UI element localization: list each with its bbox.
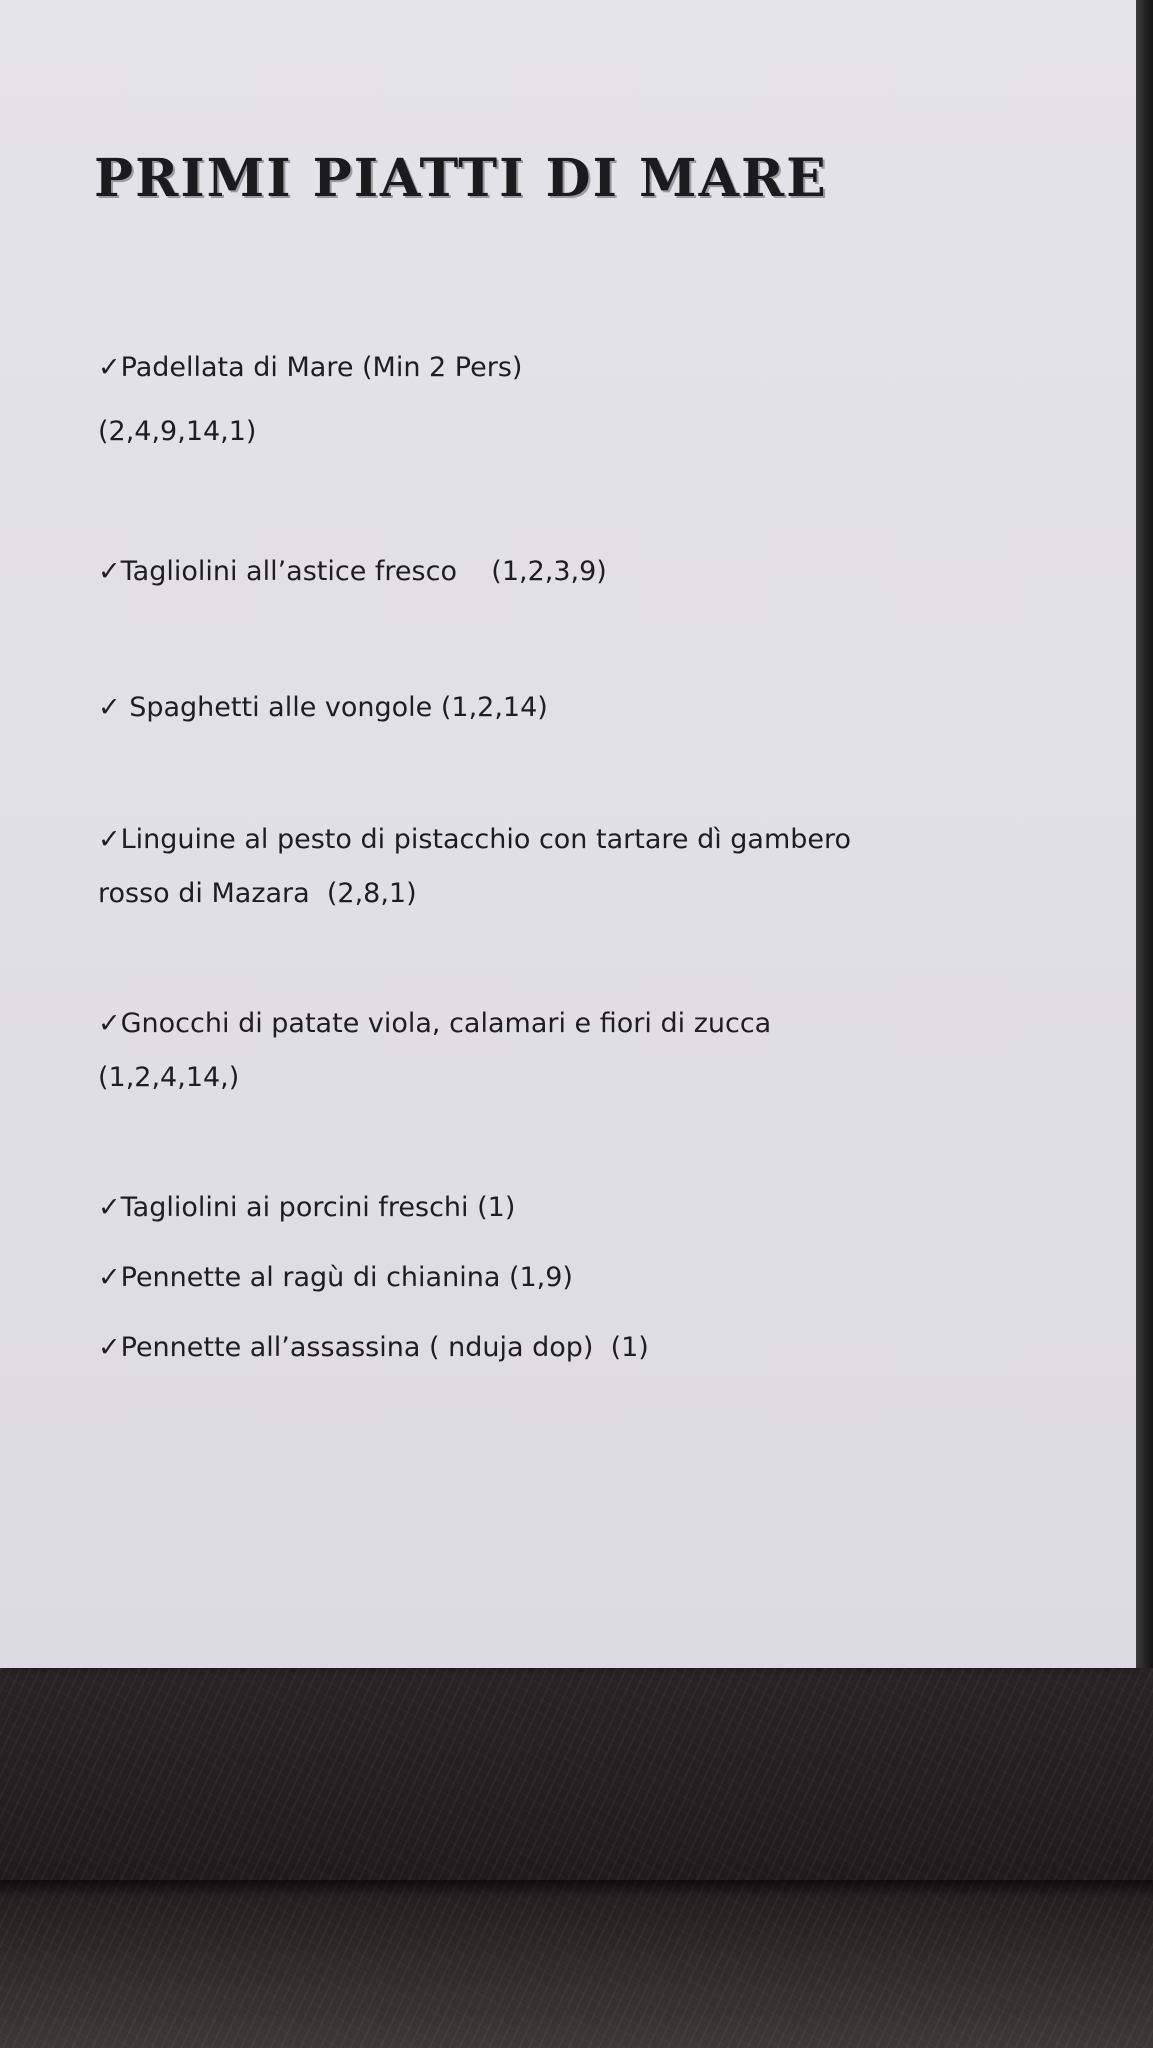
- menu-item-tagliolini-porcini: ✓Tagliolini ai porcini freschi (1): [98, 1192, 516, 1223]
- menu-holder-edge: [1136, 0, 1153, 1668]
- menu-item-linguine-cont: rosso di Mazara (2,8,1): [98, 878, 417, 909]
- menu-item-tagliolini-astice: ✓Tagliolini all’astice fresco (1,2,3,9): [98, 556, 607, 587]
- table-surface: [0, 1668, 1153, 2048]
- menu-item-linguine: ✓Linguine al pesto di pistacchio con tartare dì gambero: [98, 824, 852, 855]
- table-edge-shadow: [0, 1880, 1153, 1898]
- menu-title: PRIMI PIATTI DI MARE: [94, 148, 828, 209]
- menu-item-pennette-assassina: ✓Pennette all’assassina ( nduja dop) (1): [98, 1332, 649, 1363]
- menu-item-gnocchi-allergens: (1,2,4,14,): [98, 1062, 240, 1093]
- menu-item-pennette-chianina: ✓Pennette al ragù di chianina (1,9): [98, 1262, 573, 1293]
- menu-item-spaghetti-vongole: ✓ Spaghetti alle vongole (1,2,14): [98, 692, 548, 723]
- menu-item-padellata-allergens: (2,4,9,14,1): [98, 416, 257, 447]
- menu-item-padellata: ✓Padellata di Mare (Min 2 Pers): [98, 352, 523, 383]
- menu-item-gnocchi: ✓Gnocchi di patate viola, calamari e fiori di zucca: [98, 1008, 772, 1039]
